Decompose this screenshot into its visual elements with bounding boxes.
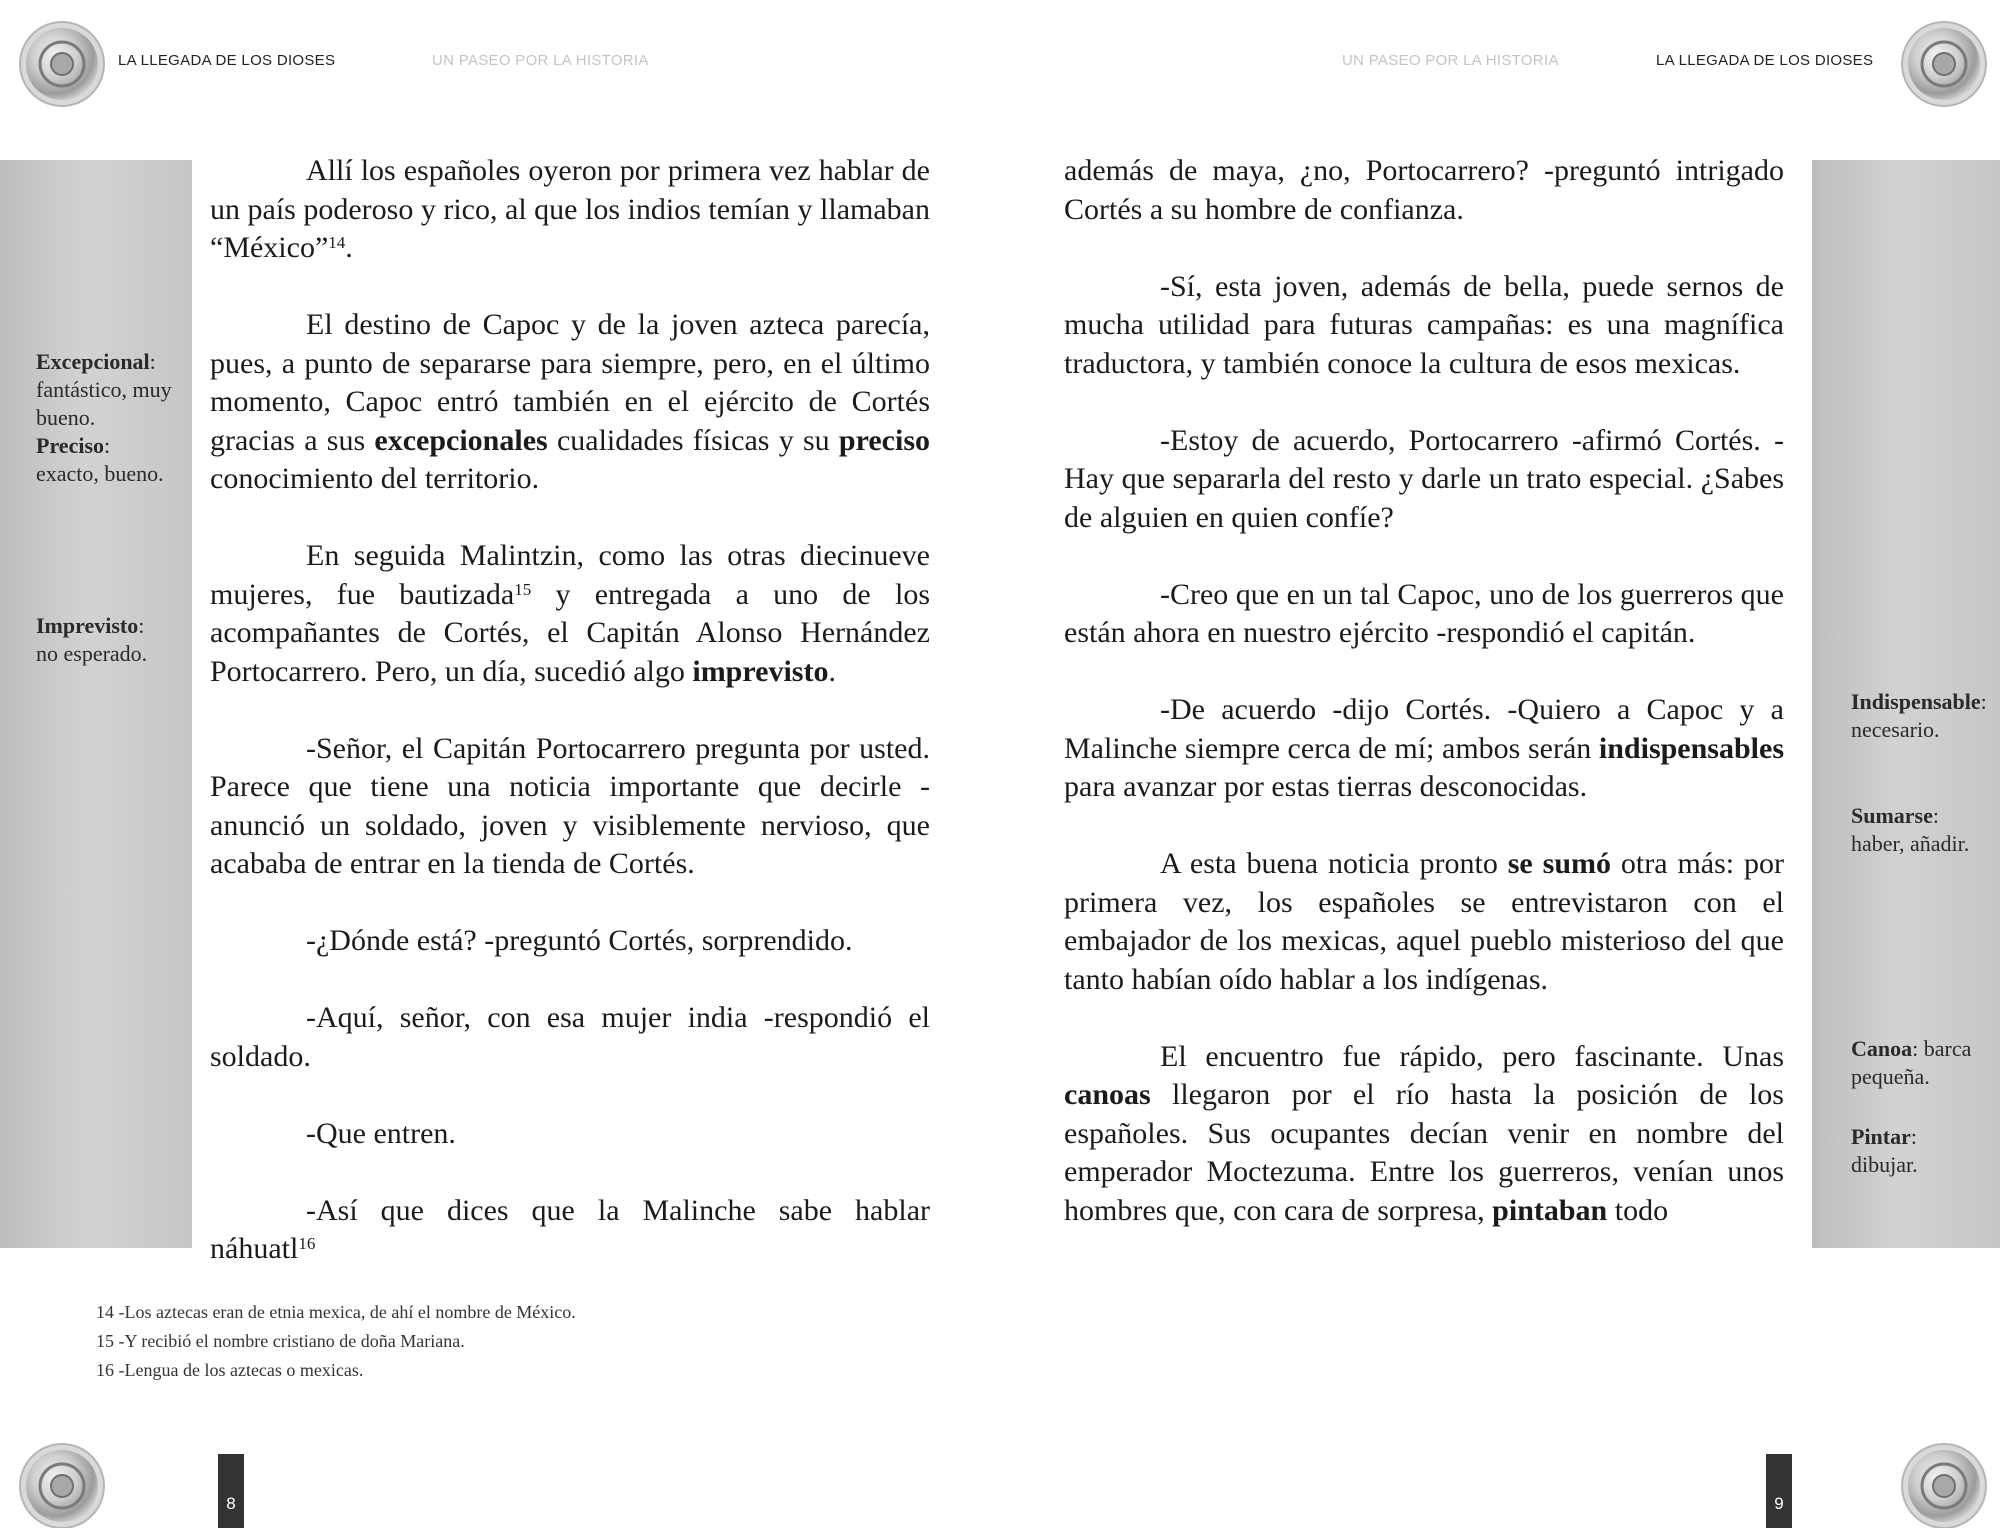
- glossary-definition: necesario.: [1851, 717, 1940, 742]
- header-subtitle-left: UN PASEO POR LA HISTORIA: [432, 52, 649, 69]
- glossary-entry-sumarse: Sumarse: haber, añadir.: [1851, 802, 1999, 858]
- paragraph: A esta buena noticia pronto se sumó otra más: por primera vez, los españoles se entrevistaron con el embajador de los mexicas, aquel pueblo misterioso del que tanto habían oído hablar a los indígenas.: [1064, 847, 1784, 996]
- glossary-entry-preciso: Preciso: exacto, bueno.: [36, 432, 186, 488]
- glossary-term: Sumarse: [1851, 803, 1933, 828]
- glossary-entry-pintar: Pintar: dibujar.: [1851, 1123, 1999, 1179]
- left-glossary-sidebar: [0, 160, 192, 1248]
- medallion-icon-bottom-right: [1908, 1450, 1980, 1522]
- page-number-right: 9: [1766, 1454, 1792, 1528]
- footnote: 16 -Lengua de los aztecas o mexicas.: [96, 1360, 364, 1380]
- glossary-definition: no esperado.: [36, 641, 148, 666]
- glossary-term: Canoa: [1851, 1036, 1913, 1061]
- paragraph: El encuentro fue rápido, pero fascinante. Unas canoas llegaron por el río hasta la posición de los españoles. Sus ocupantes decían venir en nombre del emperador Moctezuma. Entre los guerreros, venían unos hombres que, con cara de sorpresa, pintaban todo: [1064, 1039, 1784, 1227]
- paragraph: -Señor, el Capitán Portocarrero pregunta por usted. Parece que tiene una noticia importante que decirle -anunció un soldado, joven y visiblemente nervioso, que acababa de entrar en la tienda de Cortés.: [210, 731, 930, 880]
- glossary-highlight: pintaban: [1492, 1193, 1608, 1227]
- header-title-right: LA LLEGADA DE LOS DIOSES: [1656, 52, 1874, 69]
- footnote: 15 -Y recibió el nombre cristiano de doña Mariana.: [96, 1331, 465, 1351]
- glossary-highlight: imprevisto: [692, 654, 829, 688]
- footnote-ref: 14: [328, 233, 346, 252]
- left-page-text: [210, 152, 930, 1307]
- glossary-entry-indispensable: Indispensable: necesario.: [1851, 688, 1999, 744]
- glossary-highlight: preciso: [838, 423, 930, 457]
- footnote-ref: 15: [514, 579, 532, 599]
- page-number-left: 8: [218, 1454, 244, 1528]
- paragraph: además de maya, ¿no, Portocarrero? -preguntó intrigado Cortés a su hombre de confianza.: [1064, 154, 1784, 226]
- paragraph: -¿Dónde está? -preguntó Cortés, sorprendido.: [306, 924, 853, 957]
- glossary-highlight: se sumó: [1507, 847, 1611, 880]
- paragraph: El destino de Capoc y de la joven azteca parecía, pues, a punto de separarse para siempre, pero, en el último momento, Capoc entró también en el ejército de Cortés gracias a sus excepcionales cualidades físicas y su preciso conocimiento del territorio.: [210, 308, 930, 495]
- footnote-ref: 16: [298, 1234, 316, 1253]
- glossary-definition: fantástico, muy bueno.: [36, 377, 172, 430]
- glossary-definition: haber, añadir.: [1851, 831, 1970, 856]
- glossary-term: Excepcional: [36, 349, 150, 374]
- right-page-text: [1064, 152, 1784, 1269]
- paragraph: -De acuerdo -dijo Cortés. -Quiero a Capoc y a Malinche siempre cerca de mí; ambos serán indispensables para avanzar por estas tierras desconocidas.: [1064, 693, 1784, 803]
- glossary-highlight: indispensables: [1598, 731, 1784, 765]
- paragraph: -Que entren.: [306, 1116, 456, 1150]
- glossary-definition: dibujar.: [1851, 1152, 1918, 1177]
- paragraph: -Sí, esta joven, además de bella, puede sernos de mucha utilidad para futuras campañas: es una magnífica traductora, y también conoce la cultura de esos mexicas.: [1064, 269, 1784, 380]
- paragraph: Allí los españoles oyeron por primera vez hablar de un país poderoso y rico, al que los indios temían y llamaban “México”$^{14}$.: [210, 154, 930, 264]
- glossary-highlight: canoas: [1064, 1078, 1151, 1111]
- glossary-definition: barca pequeña.: [1851, 1036, 1972, 1089]
- glossary-term: Preciso: [36, 433, 105, 458]
- glossary-entry-excepcional: Excepcional: fantástico, muy bueno.: [36, 348, 186, 432]
- glossary-highlight: excepcionales: [374, 423, 548, 457]
- footnotes: [96, 1298, 576, 1385]
- medallion-icon-top-left: [26, 28, 98, 100]
- footnote: 14 -Los aztecas eran de etnia mexica, de ahí el nombre de México.: [96, 1302, 576, 1322]
- paragraph: -Estoy de acuerdo, Portocarrero -afirmó Cortés. -Hay que separarla del resto y darle un trato especial. ¿Sabes de alguien en quien confíe?: [1064, 423, 1784, 534]
- glossary-term: Pintar: [1851, 1124, 1911, 1149]
- glossary-definition: exacto, bueno.: [36, 461, 164, 486]
- glossary-entry-canoa: Canoa: barca pequeña.: [1851, 1036, 1972, 1089]
- glossary-entry-imprevisto: Imprevisto: no esperado.: [36, 612, 186, 668]
- glossary-term: Indispensable: [1851, 689, 1981, 714]
- paragraph: -Aquí, señor, con esa mujer india -respondió el soldado.: [210, 1001, 930, 1073]
- header-subtitle-right: UN PASEO POR LA HISTORIA: [1342, 52, 1559, 69]
- paragraph: -Así que dices que la Malinche sabe hablar náhuatl$^{16}$: [210, 1193, 930, 1265]
- medallion-icon-bottom-left: [26, 1450, 98, 1522]
- glossary-term: Imprevisto: [36, 613, 139, 638]
- paragraph: -Creo que en un tal Capoc, uno de los guerreros que están ahora en nuestro ejército -respondió el capitán.: [1064, 577, 1784, 649]
- header-title-left: LA LLEGADA DE LOS DIOSES: [118, 52, 336, 69]
- medallion-icon-top-right: [1908, 28, 1980, 100]
- paragraph: En seguida Malintzin, como las otras diecinueve mujeres, fue bautizada$^{15}$ y entregada a uno de los acompañantes de Cortés, el Capitán Alonso Hernández Portocarrero. Pero, un día, sucedió algo imprevisto.: [210, 539, 930, 688]
